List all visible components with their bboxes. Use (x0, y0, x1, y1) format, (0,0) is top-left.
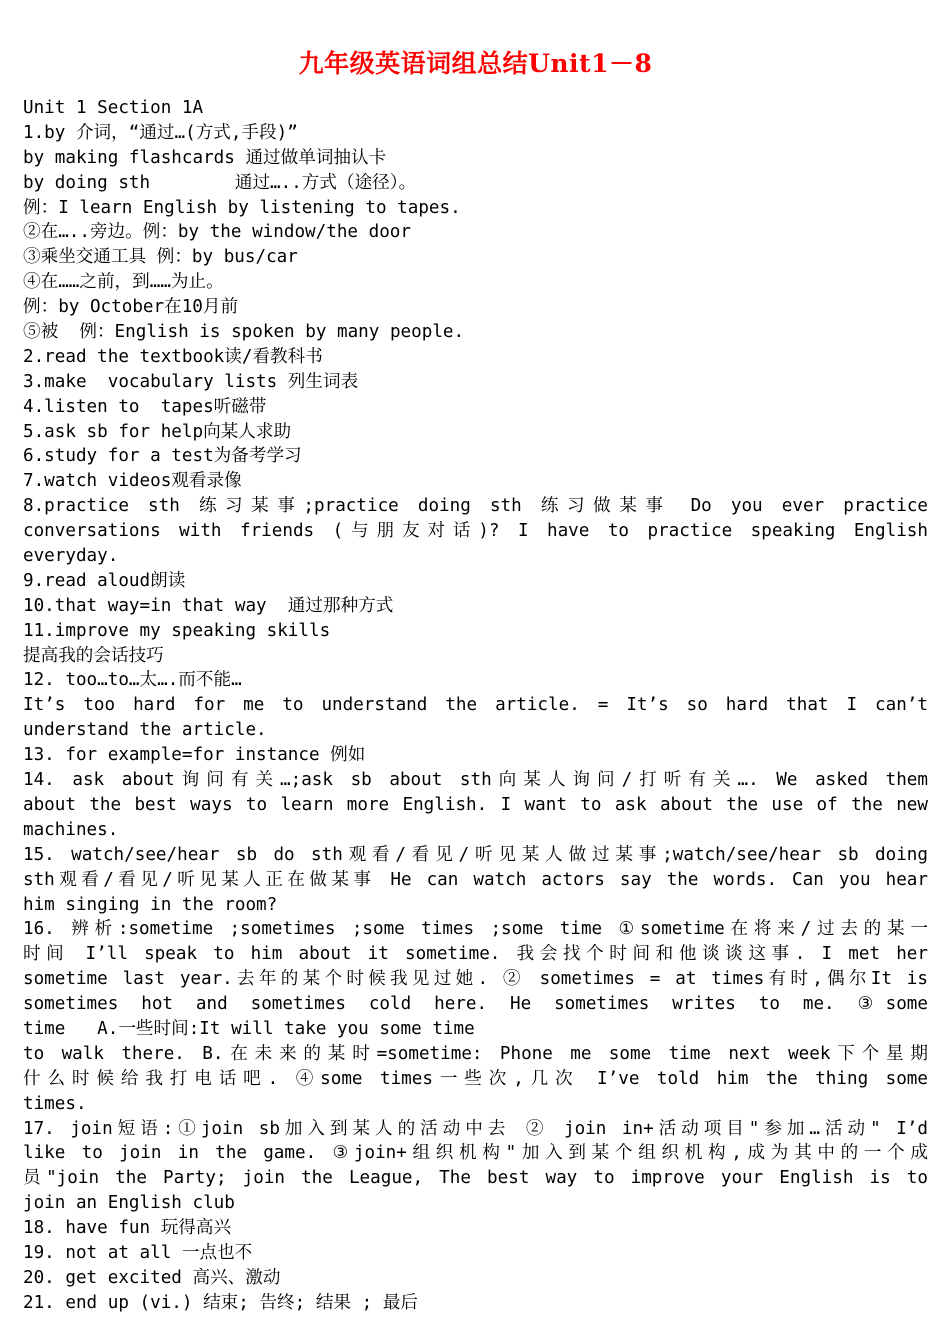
text-line: 20. get excited 高兴、激动 (23, 1267, 281, 1288)
text-line: 15. watch/see/hear sb do sth观看/看见/听见某人做过某事;watch/see/hear sb doing (23, 844, 928, 865)
document-page (23, 46, 928, 1316)
text-line: by doing sth 通过…..方式（途径）。 (23, 172, 417, 193)
text-line: him singing in the room? (23, 894, 278, 915)
text-line: 6.study for a test为备考学习 (23, 446, 302, 467)
text-line: sometimes hot and sometimes cold here. He sometimes writes to me. ③some (23, 994, 928, 1015)
text-line: 提高我的会话技巧 (23, 645, 164, 666)
text-line: ④在……之前，到……为止。 (23, 272, 224, 293)
text-line: 3.make vocabulary lists 列生词表 (23, 371, 359, 392)
text-line: 21. end up (vi.) 结束; 告终; 结果 ; 最后 (23, 1292, 418, 1313)
text-line: 13. for example=for instance 例如 (23, 745, 366, 766)
text-line: by making flashcards 通过做单词抽认卡 (23, 147, 387, 168)
text-line: Unit 1 Section 1A (23, 98, 204, 118)
text-line: understand the article. (23, 720, 267, 741)
text-line: 12. too…to…太….而不能… (23, 670, 242, 691)
text-line: to walk there. B.在未来的某时=sometime: Phone me some time next week下个星期 (23, 1043, 928, 1064)
text-line: 7.watch videos观看录像 (23, 471, 242, 492)
text-line: 1.by 介词，“通过…(方式,手段)” (23, 122, 298, 143)
text-line: about the best ways to learn more English. I want to ask about the use of the new (23, 794, 928, 815)
text-line: 18. have fun 玩得高兴 (23, 1218, 232, 1239)
text-line: 17. join短语:①join sb加入到某人的活动中去 ② join in+活动项目"参加…活动" I’d (23, 1118, 928, 1139)
text-line: 4.listen to tapes听磁带 (23, 396, 267, 417)
text-line: 例：I learn English by listening to tapes. (23, 197, 461, 218)
text-line: 19. not at all 一点也不 (23, 1242, 253, 1263)
text-line: join an English club (23, 1193, 235, 1214)
text-line: ⑤被 例：English is spoken by many people. (23, 322, 465, 343)
text-line: everyday. (23, 546, 119, 567)
text-line: 14. ask about询问有关…;ask sb about sth向某人询问/打听有关…. We asked them (23, 770, 928, 791)
text-line: ③乘坐交通工具 例：by bus/car (23, 247, 298, 268)
text-line: time A.一些时间:It will take you some time (23, 1018, 475, 1039)
text-line: 2.read the textbook读/看教科书 (23, 346, 323, 367)
text-line: It’s too hard for me to understand the article. = It’s so hard that I can’t (23, 695, 928, 716)
text-line: times. (23, 1093, 87, 1114)
text-line: 9.read aloud朗读 (23, 570, 186, 591)
text-line: 11.improve my speaking skills (23, 620, 331, 641)
text-line: conversations with friends (与朋友对话)? I have to practice speaking English (23, 521, 928, 542)
text-line: 什么时候给我打电话吧. ④some times一些次,几次 I’ve told him the thing some (23, 1068, 928, 1089)
page-title: 九年级英语词组总结Unit1－8 (298, 49, 653, 78)
text-line: 10.that way=in that way 通过那种方式 (23, 595, 394, 616)
text-line: 员"join the Party; join the League, The best way to improve your English is to (23, 1168, 928, 1189)
text-line: 时间 I’ll speak to him about it sometime. 我会找个时间和他谈谈这事. I met her (23, 944, 928, 965)
text-line: sth观看/看见/听见某人正在做某事 He can watch actors say the words. Can you hear (23, 869, 928, 890)
text-line: like to join in the game. ③join+组织机构"加入到某个组织机构,成为其中的一个成 (23, 1143, 928, 1164)
text-line: machines. (23, 819, 119, 840)
text-line: 8.practice sth 练习某事;practice doing sth 练习做某事 Do you ever practice (23, 496, 928, 517)
text-line: 5.ask sb for help向某人求助 (23, 421, 292, 442)
text-line: sometime last year.去年的某个时候我见过她. ② sometimes = at times有时,偶尔It is (23, 969, 928, 990)
text-line: ②在…..旁边。例：by the window/the door (23, 222, 411, 243)
document-body (23, 96, 928, 1316)
text-line: 例：by October在10月前 (23, 297, 239, 318)
text-line: 16. 辨析:sometime ;sometimes ;some times ;some time ①sometime在将来/过去的某一 (23, 919, 928, 940)
